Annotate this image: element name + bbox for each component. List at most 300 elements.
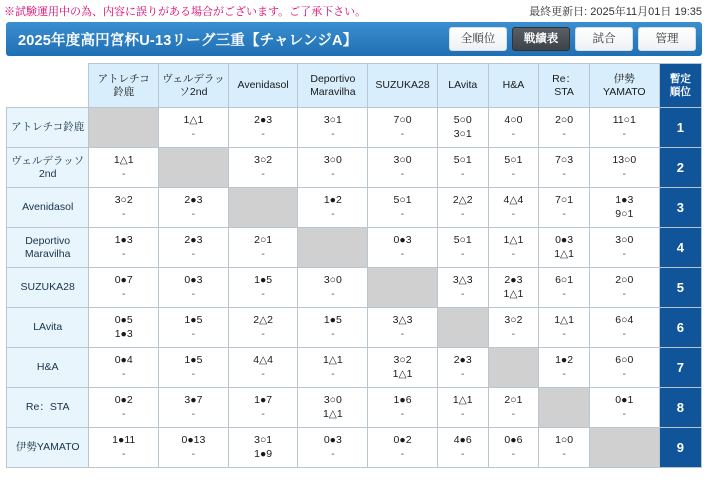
result-cell-content — [160, 234, 227, 260]
result-empty-line: - — [511, 327, 516, 340]
team-name-line: H&A — [36, 361, 59, 374]
result-cell-content — [490, 434, 538, 460]
result-cell-content — [369, 434, 436, 460]
warning-text: ※試験運用中の為、内容に誤りがある場合がございます。ご了承下さい。 — [4, 6, 367, 18]
result-score-line: 3○1 — [453, 127, 472, 140]
result-score-line: 4○0 — [504, 114, 523, 127]
result-cell[interactable] — [488, 148, 539, 188]
table-head — [7, 64, 702, 108]
result-cell-content — [230, 314, 297, 340]
col-header-line: アトレチコ — [97, 73, 150, 86]
result-score-line: 1△1 — [554, 247, 574, 260]
result-cell-content — [369, 354, 436, 380]
result-cell-content — [490, 234, 538, 260]
result-empty-line: - — [331, 127, 335, 140]
result-score-line: 3○0 — [393, 154, 412, 167]
result-score-line: 0●6 — [504, 434, 523, 447]
col-header-1 — [159, 64, 229, 108]
rank-cell: 3 — [659, 188, 701, 228]
result-cell[interactable] — [368, 188, 438, 228]
result-cell-content — [90, 354, 157, 380]
result-cell[interactable] — [488, 428, 539, 468]
result-cell-content — [299, 434, 366, 460]
result-score-line: 3○2 — [393, 354, 412, 367]
rank-cell: 2 — [659, 148, 701, 188]
result-cell-content — [90, 194, 157, 220]
result-cell-content — [90, 314, 157, 340]
result-empty-line: - — [261, 127, 265, 140]
result-score-line: 4●6 — [453, 434, 472, 447]
result-cell[interactable] — [159, 188, 229, 228]
col-header-line: Re： — [552, 73, 577, 86]
result-cell-content — [490, 114, 538, 140]
result-cell[interactable] — [589, 348, 659, 388]
result-cell-content — [90, 434, 157, 460]
result-cell[interactable] — [228, 228, 298, 268]
result-cell[interactable] — [589, 268, 659, 308]
result-cell[interactable] — [228, 308, 298, 348]
self-cell — [368, 268, 438, 308]
result-empty-line: - — [191, 327, 196, 340]
result-cell-content — [230, 234, 297, 260]
result-score-line: 0●3 — [393, 234, 412, 247]
result-empty-line: - — [460, 207, 465, 220]
result-cell-content — [230, 114, 297, 140]
result-empty-line: - — [121, 407, 126, 420]
result-cell-content — [299, 314, 366, 340]
result-cell-content — [369, 234, 436, 260]
result-score-line: 0●13 — [181, 434, 206, 447]
result-cell[interactable] — [298, 308, 368, 348]
col-header-7 — [539, 64, 590, 108]
result-empty-line: - — [400, 247, 405, 260]
result-cell[interactable] — [539, 148, 590, 188]
result-score-line: 1●6 — [393, 394, 412, 407]
result-score-line: 1△1 — [554, 314, 574, 327]
result-cell[interactable] — [298, 388, 368, 428]
team-name-line: LAvita — [33, 321, 63, 334]
result-cell[interactable] — [89, 268, 159, 308]
result-cell-content — [490, 154, 538, 180]
result-empty-line: - — [622, 327, 627, 340]
result-score-line: 1●7 — [254, 394, 273, 407]
row-header-team — [7, 228, 89, 268]
result-score-line: 4△4 — [503, 194, 524, 207]
self-cell — [228, 188, 298, 228]
result-empty-line: - — [622, 367, 627, 380]
result-score-line: 0●7 — [114, 274, 133, 287]
team-name-line: Deportivo — [25, 234, 71, 247]
result-empty-line: - — [562, 207, 566, 220]
row-header-team — [7, 108, 89, 148]
tab-admin-label: 管理 — [655, 33, 679, 45]
result-empty-line: - — [460, 287, 465, 300]
result-empty-line: - — [562, 167, 566, 180]
result-score-line: 1●2 — [555, 354, 574, 367]
result-empty-line: - — [400, 167, 405, 180]
tab-admin[interactable] — [638, 27, 696, 51]
result-empty-line: - — [562, 447, 566, 460]
result-empty-line: - — [622, 167, 627, 180]
result-score-line: 1△1 — [452, 394, 473, 407]
result-score-line: 3△3 — [392, 314, 413, 327]
result-score-line: 1△1 — [503, 287, 524, 300]
tab-all-rankings-label: 全順位 — [460, 33, 496, 45]
rank-header-line: 順位 — [669, 85, 691, 98]
result-cell[interactable] — [539, 428, 590, 468]
result-empty-line: - — [400, 447, 405, 460]
result-score-line: 1●3 — [114, 234, 133, 247]
rank-cell: 5 — [659, 268, 701, 308]
result-cell-content — [230, 354, 297, 380]
result-cell[interactable] — [89, 188, 159, 228]
result-score-line: 6○0 — [615, 354, 634, 367]
result-empty-line: - — [261, 247, 265, 260]
result-cell-content — [160, 274, 227, 300]
result-cell-content — [90, 394, 157, 420]
result-cell-content — [490, 274, 538, 300]
result-cell-content — [230, 154, 297, 180]
result-cell[interactable] — [437, 108, 488, 148]
result-cell[interactable] — [539, 108, 590, 148]
result-cell[interactable] — [368, 428, 438, 468]
result-cell[interactable] — [488, 268, 539, 308]
result-cell-content — [540, 194, 588, 220]
result-score-line: 1△1 — [322, 354, 343, 367]
table-row — [7, 308, 702, 348]
result-cell[interactable] — [589, 108, 659, 148]
col-header-5 — [437, 64, 488, 108]
result-score-line: 7○0 — [393, 114, 412, 127]
result-empty-line: - — [460, 367, 465, 380]
result-score-line: 1●11 — [112, 434, 136, 447]
col-header-4 — [368, 64, 438, 108]
result-empty-line: - — [261, 367, 265, 380]
col-header-line: YAMATO — [603, 85, 646, 98]
result-cell-content — [540, 154, 588, 180]
result-cell-content — [299, 354, 366, 380]
result-empty-line: - — [562, 327, 566, 340]
col-header-line: Maravilha — [310, 85, 356, 98]
result-score-line: 5○0 — [453, 114, 472, 127]
result-cell[interactable] — [589, 188, 659, 228]
result-cell-content — [90, 234, 157, 260]
result-cell-content — [230, 274, 297, 300]
team-name-line: 伊勢YAMATO — [15, 441, 80, 454]
result-cell[interactable] — [437, 188, 488, 228]
result-cell-content — [591, 394, 658, 420]
tab-matches[interactable] — [575, 27, 633, 51]
result-cell-content — [299, 154, 366, 180]
table-row — [7, 348, 702, 388]
team-name-line: SUZUKA28 — [20, 281, 75, 294]
result-score-line: 2●3 — [184, 194, 203, 207]
result-cell[interactable] — [89, 388, 159, 428]
result-empty-line: - — [511, 127, 516, 140]
result-empty-line: - — [261, 407, 265, 420]
result-cell[interactable] — [89, 428, 159, 468]
col-header-line: ヴェルデラッ — [162, 73, 225, 86]
result-cell[interactable] — [228, 388, 298, 428]
result-cell[interactable] — [159, 388, 229, 428]
result-cell-content — [490, 394, 538, 420]
result-empty-line: - — [562, 287, 566, 300]
result-cell[interactable] — [437, 148, 488, 188]
result-score-line: 3○0 — [323, 394, 342, 407]
result-cell[interactable] — [589, 388, 659, 428]
result-cell[interactable] — [228, 268, 298, 308]
result-cell[interactable] — [89, 348, 159, 388]
result-score-line: 0●3 — [555, 234, 574, 247]
result-cell-content — [591, 154, 658, 180]
result-cell[interactable] — [228, 428, 298, 468]
row-header-team — [7, 348, 89, 388]
notice-bar — [0, 0, 708, 22]
self-cell — [298, 228, 368, 268]
result-score-line: 0●2 — [114, 394, 133, 407]
result-empty-line: - — [331, 367, 335, 380]
result-cell[interactable] — [437, 388, 488, 428]
result-score-line: 3△3 — [452, 274, 473, 287]
result-cell-content — [591, 314, 658, 340]
tab-all-rankings[interactable] — [449, 27, 507, 51]
result-empty-line: - — [331, 287, 335, 300]
result-score-line: 2●3 — [504, 274, 523, 287]
row-header-team — [7, 148, 89, 188]
table-row — [7, 188, 702, 228]
result-cell-content — [369, 154, 436, 180]
result-empty-line: - — [261, 167, 265, 180]
result-empty-line: - — [400, 127, 405, 140]
result-cell[interactable] — [488, 228, 539, 268]
self-cell — [159, 148, 229, 188]
result-cell-content — [591, 114, 658, 140]
result-cell[interactable] — [159, 268, 229, 308]
result-cell-content — [160, 194, 227, 220]
result-cell-content — [490, 194, 538, 220]
result-cell-content — [591, 354, 658, 380]
page-title: 2025年度高円宮杯U-13リーグ三重【チャレンジA】 — [18, 32, 358, 49]
col-header-line: STA — [554, 85, 574, 98]
result-empty-line: - — [331, 207, 335, 220]
result-cell[interactable] — [437, 228, 488, 268]
result-cell[interactable] — [539, 308, 590, 348]
result-cell[interactable] — [488, 388, 539, 428]
rank-header-line: 暫定 — [669, 73, 691, 86]
team-name-line: 2nd — [38, 167, 57, 180]
result-cell-content — [439, 354, 487, 380]
col-header-line: H&A — [502, 79, 525, 92]
result-empty-line: - — [121, 367, 126, 380]
result-empty-line: - — [511, 247, 516, 260]
result-score-line: 1●3 — [615, 194, 634, 207]
result-empty-line: - — [331, 447, 335, 460]
result-cell[interactable] — [89, 228, 159, 268]
result-cell-content — [299, 274, 366, 300]
rank-column-header — [659, 64, 701, 108]
result-score-line: 2○1 — [254, 234, 273, 247]
col-header-8 — [589, 64, 659, 108]
result-empty-line: - — [121, 207, 126, 220]
result-score-line: 0●4 — [114, 354, 133, 367]
team-name-line: Maravilha — [24, 247, 71, 260]
result-score-line: 1●9 — [254, 447, 273, 460]
result-score-line: 5○1 — [453, 154, 472, 167]
result-cell-content — [540, 354, 588, 380]
rank-cell: 1 — [659, 108, 701, 148]
result-cell-content — [160, 114, 227, 140]
result-empty-line: - — [191, 407, 196, 420]
row-header-team — [7, 428, 89, 468]
result-score-line: 3○1 — [254, 434, 273, 447]
row-header-team — [7, 388, 89, 428]
table-row — [7, 428, 702, 468]
result-cell[interactable] — [298, 268, 368, 308]
result-score-line: 3○2 — [504, 314, 523, 327]
result-empty-line: - — [121, 247, 126, 260]
result-cell[interactable] — [437, 268, 488, 308]
result-score-line: 0●2 — [393, 434, 412, 447]
result-cell[interactable] — [437, 428, 488, 468]
result-score-line: 3○0 — [323, 274, 342, 287]
table-header-row — [7, 64, 702, 108]
result-empty-line: - — [261, 287, 265, 300]
result-cell-content — [230, 394, 297, 420]
result-score-line: 1●5 — [323, 314, 342, 327]
table-row — [7, 148, 702, 188]
result-score-line: 9○1 — [615, 207, 634, 220]
result-cell-content — [369, 394, 436, 420]
col-header-line: ソ2nd — [179, 85, 208, 98]
result-score-line: 1●3 — [114, 327, 133, 340]
result-cell[interactable] — [298, 188, 368, 228]
result-cell[interactable] — [539, 228, 590, 268]
tab-results-table[interactable] — [512, 27, 570, 51]
result-cell[interactable] — [298, 428, 368, 468]
result-cell[interactable] — [589, 148, 659, 188]
col-header-line: Avenidasol — [237, 79, 289, 92]
col-header-line: Deportivo — [310, 73, 356, 86]
result-cell[interactable] — [437, 348, 488, 388]
result-cell-content — [369, 114, 436, 140]
result-cell[interactable] — [89, 308, 159, 348]
col-header-line: SUZUKA28 — [375, 79, 430, 92]
result-cell[interactable] — [589, 228, 659, 268]
result-score-line: 7○3 — [555, 154, 574, 167]
result-cell[interactable] — [368, 108, 438, 148]
result-cell-content — [439, 394, 487, 420]
result-cell-content — [540, 234, 588, 260]
result-cell-content — [540, 314, 588, 340]
team-name-line: アトレチコ鈴鹿 — [11, 121, 85, 134]
result-cell[interactable] — [539, 268, 590, 308]
result-empty-line: - — [511, 407, 516, 420]
result-cell[interactable] — [298, 148, 368, 188]
result-cell[interactable] — [159, 308, 229, 348]
result-cell[interactable] — [298, 108, 368, 148]
result-cell-content — [299, 394, 366, 420]
team-name-line: Re：STA — [25, 401, 70, 414]
result-cell-content — [591, 194, 658, 220]
result-empty-line: - — [191, 447, 196, 460]
team-name-line: Avenidasol — [22, 201, 74, 214]
result-cell[interactable] — [589, 308, 659, 348]
result-score-line: 11○1 — [612, 114, 636, 127]
result-score-line: 2○0 — [555, 114, 574, 127]
result-empty-line: - — [400, 407, 405, 420]
result-cell[interactable] — [368, 308, 438, 348]
result-cell[interactable] — [488, 308, 539, 348]
result-cell[interactable] — [368, 228, 438, 268]
row-header-team — [7, 188, 89, 228]
table-row — [7, 228, 702, 268]
result-score-line: 0●1 — [615, 394, 634, 407]
result-empty-line: - — [460, 247, 465, 260]
result-cell-content — [160, 314, 227, 340]
result-score-line: 1●5 — [184, 354, 203, 367]
table-row — [7, 388, 702, 428]
result-cell-content — [439, 234, 487, 260]
result-score-line: 7○1 — [555, 194, 574, 207]
result-cell[interactable] — [368, 348, 438, 388]
result-cell[interactable] — [488, 108, 539, 148]
result-cell[interactable] — [228, 108, 298, 148]
result-score-line: 2○1 — [504, 394, 523, 407]
result-score-line: 1△1 — [392, 367, 413, 380]
standings-table-wrap — [6, 63, 702, 468]
corner-cell — [7, 64, 89, 108]
table-row — [7, 108, 702, 148]
result-score-line: 1○0 — [555, 434, 574, 447]
result-cell[interactable] — [368, 148, 438, 188]
result-cell-content — [369, 314, 436, 340]
result-cell-content — [90, 154, 157, 180]
result-cell-content — [299, 194, 366, 220]
self-cell — [488, 348, 539, 388]
row-header-team — [7, 268, 89, 308]
col-header-0 — [89, 64, 159, 108]
result-cell[interactable] — [228, 348, 298, 388]
result-empty-line: - — [331, 167, 335, 180]
col-header-6 — [488, 64, 539, 108]
rank-cell: 4 — [659, 228, 701, 268]
result-cell-content — [490, 314, 538, 340]
result-cell[interactable] — [159, 108, 229, 148]
result-cell-content — [540, 114, 588, 140]
result-cell[interactable] — [539, 348, 590, 388]
result-cell[interactable] — [89, 148, 159, 188]
result-score-line: 1△1 — [322, 407, 343, 420]
result-cell[interactable] — [368, 388, 438, 428]
result-empty-line: - — [562, 367, 566, 380]
result-empty-line: - — [400, 327, 405, 340]
result-cell[interactable] — [488, 188, 539, 228]
result-score-line: 6○4 — [615, 314, 634, 327]
result-cell[interactable] — [298, 348, 368, 388]
result-cell[interactable] — [159, 428, 229, 468]
result-cell[interactable] — [159, 348, 229, 388]
tab-matches-label: 試合 — [592, 33, 616, 45]
page-header — [6, 22, 702, 56]
result-cell[interactable] — [159, 228, 229, 268]
self-cell — [589, 428, 659, 468]
result-empty-line: - — [460, 167, 465, 180]
result-cell[interactable] — [228, 148, 298, 188]
result-empty-line: - — [191, 367, 196, 380]
result-cell[interactable] — [539, 188, 590, 228]
result-cell-content — [160, 394, 227, 420]
result-score-line: 0●3 — [184, 274, 203, 287]
